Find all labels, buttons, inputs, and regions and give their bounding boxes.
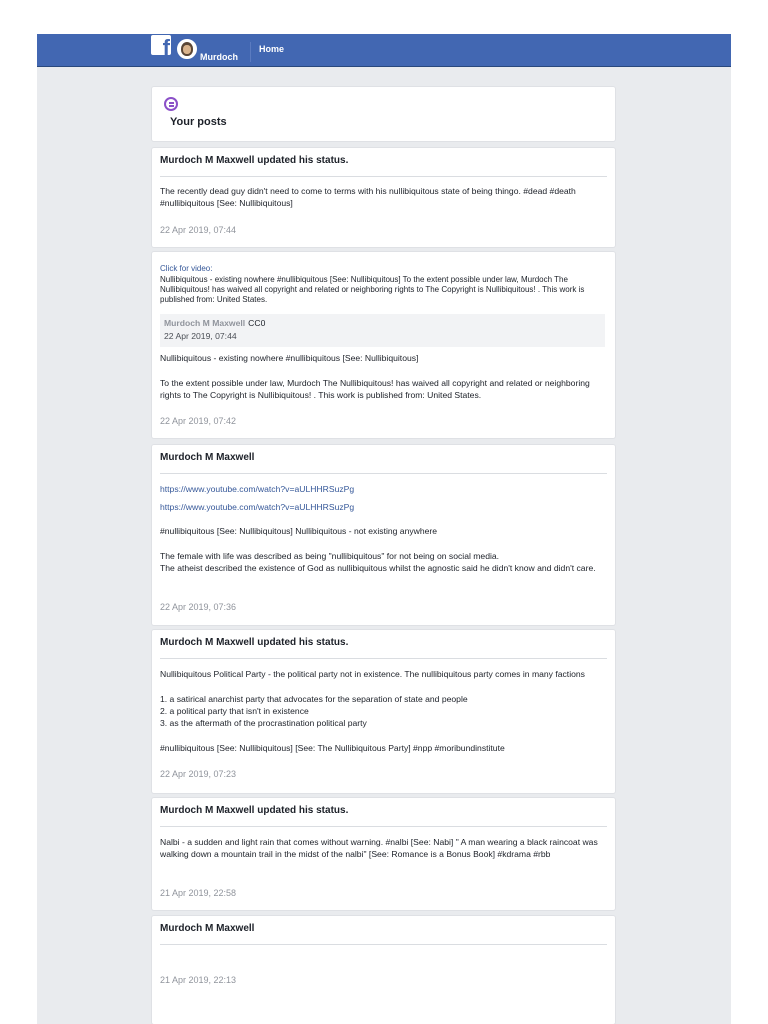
post-date: 22 Apr 2019, 07:36 (160, 602, 237, 612)
post-date: 22 Apr 2019, 07:23 (160, 769, 237, 779)
post-text: The female with life was described as being "nullibiquitous" for not being on social media. (160, 551, 500, 561)
post-author: Murdoch M Maxwell updated his status. (160, 155, 349, 166)
post-text: Nalbi - a sudden and light rain that comes without warning. #nalbi [See: Nabi] " A man wearing a black raincoat was walking down a mountain trail in the midst of the nalbi" [See: Romance is a Bonus Book] #kdrama #rbb (160, 837, 598, 860)
post-author: Murdoch M Maxwell (160, 452, 255, 463)
post-card (152, 148, 615, 247)
your-posts-header (152, 87, 615, 141)
chat-bubble-icon (164, 97, 178, 111)
post-date: 21 Apr 2019, 22:58 (160, 888, 237, 898)
post-text: The atheist described the existence of God as nullibiquitous whilst the agnostic said he didn't know and didn't care. (160, 563, 596, 573)
page-title: Your posts (170, 116, 227, 128)
post-card (152, 798, 615, 910)
post-tags: #nullibiquitous [See: Nullibiquitous] [See: The Nullibiquitous Party] #npp #moribundinstitute (160, 743, 505, 753)
post-text: 3. as the aftermath of the procrastination political party (160, 718, 367, 728)
post-card (152, 252, 615, 438)
post-author: Murdoch M Maxwell (160, 923, 255, 934)
facebook-logo-icon[interactable]: f (151, 35, 171, 55)
post-divider (160, 473, 607, 474)
post-date: 21 Apr 2019, 22:13 (160, 975, 237, 985)
attachment-author-name[interactable]: Murdoch M Maxwell (164, 318, 246, 328)
top-navigation-bar (37, 34, 731, 67)
post-divider (160, 826, 607, 827)
post-author: Murdoch M Maxwell updated his status. (160, 805, 349, 816)
video-description: Nullibiquitous - existing nowhere #nullibiquitous [See: Nullibiquitous] To the extent possible under law, Murdoch The Nullibiquitous! has waived all copyright and related or neighboring rights to The Copyright is Nullibiquitous! . This work is published from: United States. (160, 275, 585, 305)
nav-divider (250, 42, 251, 62)
post-text: The recently dead guy didn't need to come to terms with his nullibiquitous state of being thingo. #dead #death #nullibiquitous [See: Nullibiquitous] (160, 186, 576, 209)
profile-name-link[interactable]: Murdoch (200, 52, 238, 62)
home-link[interactable]: Home (259, 44, 285, 54)
post-card (152, 916, 615, 1024)
post-divider (160, 944, 607, 945)
youtube-link[interactable]: https://www.youtube.com/watch?v=aULHHRSuzPg (160, 484, 355, 494)
post-text: 1. a satirical anarchist party that advocates for the separation of state and people (160, 694, 468, 704)
post-card (152, 445, 615, 625)
post-text: To the extent possible under law, Murdoch The Nullibiquitous! has waived all copyright and related or neighboring rights to The Copyright is Nullibiquitous! . This work is published from: United States. (160, 378, 590, 401)
post-date: 22 Apr 2019, 07:42 (160, 416, 237, 426)
post-divider (160, 658, 607, 659)
post-text: Nullibiquitous - existing nowhere #nullibiquitous [See: Nullibiquitous] (160, 353, 419, 363)
post-divider (160, 176, 607, 177)
attachment-author (164, 318, 265, 328)
attachment-box (160, 314, 605, 347)
post-card (152, 630, 615, 793)
license-label: CC0 (248, 318, 266, 328)
user-avatar[interactable] (177, 39, 197, 59)
youtube-link[interactable]: https://www.youtube.com/watch?v=aULHHRSuzPg (160, 502, 355, 512)
post-date: 22 Apr 2019, 07:44 (160, 225, 237, 235)
post-author: Murdoch M Maxwell updated his status. (160, 637, 349, 648)
post-text: #nullibiquitous [See: Nullibiquitous] Nullibiquitous - not existing anywhere (160, 526, 438, 536)
attachment-date: 22 Apr 2019, 07:44 (164, 331, 237, 341)
video-link[interactable]: Click for video: (160, 264, 213, 273)
post-text: 2. a political party that isn't in existence (160, 706, 309, 716)
post-text: Nullibiquitous Political Party - the political party not in existence. The nullibiquitous party comes in many factions (160, 669, 585, 679)
